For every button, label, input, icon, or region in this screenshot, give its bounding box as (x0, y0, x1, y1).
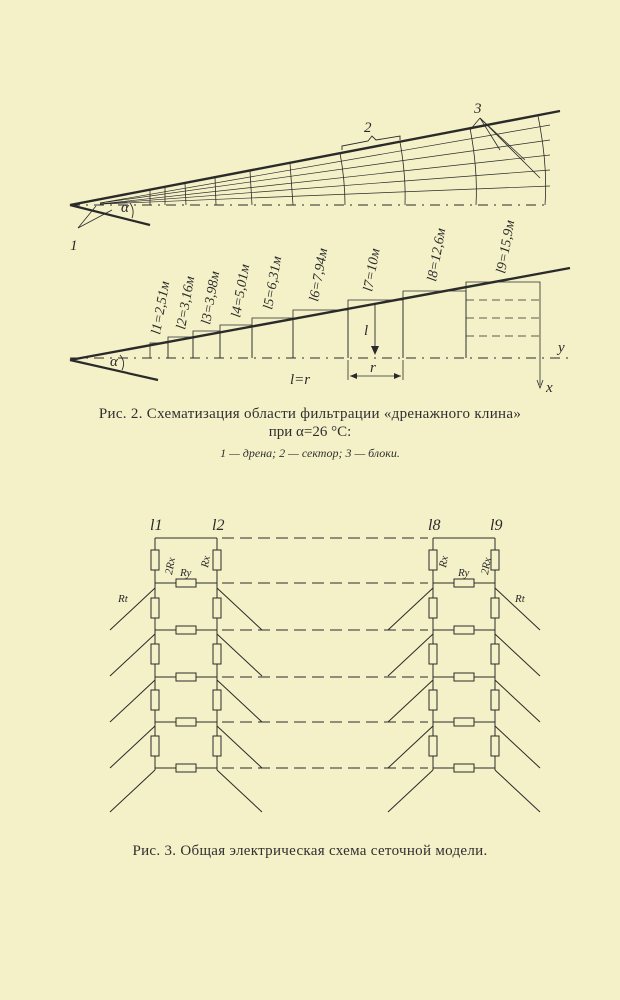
col-label-l8: l8 (428, 517, 441, 534)
block-label-1: l1=2,51м (149, 280, 174, 336)
block-label-3: l3=3,98м (199, 270, 224, 326)
block-label-5: l5=6,31м (261, 255, 286, 311)
fig3-caption: Рис. 3. Общая электрическая схема сеточной модели. (132, 843, 488, 859)
label-l: l (364, 323, 369, 339)
label-r: r (370, 360, 376, 376)
res-label-rx: Rx (199, 555, 213, 569)
circuit-rt-branches (110, 588, 540, 812)
res-label-rx-right: Rx (437, 555, 451, 569)
block-label-7: l7=10м (361, 247, 384, 293)
res-label-rt: Rt (118, 593, 128, 605)
res-label-rt-right: Rt (515, 593, 525, 605)
fig2-caption-line2: при α=26 °С: (268, 424, 352, 440)
top-wedge (70, 111, 560, 228)
label-l-equals-r: l=r (290, 372, 311, 388)
block-label-9: l9=15,9м (494, 219, 519, 275)
label-axis-y: y (558, 340, 565, 356)
label-axis-x: x (546, 380, 553, 396)
col-label-l2: l2 (212, 517, 225, 534)
res-label-2rx: 2Rx (163, 556, 178, 576)
res-label-2rx-right: 2Rx (479, 556, 494, 576)
res-label-ry: Ry (180, 567, 192, 579)
block-label-6: l6=7,94м (307, 247, 332, 303)
label-alpha-bottom: α (110, 354, 118, 370)
fig2-caption-line1: Рис. 2. Схематизация области фильтрации «дренажного клина» (98, 406, 522, 422)
label-alpha-top: α (121, 200, 129, 216)
col-label-l9: l9 (490, 517, 503, 534)
circuit (155, 538, 495, 770)
label-blocks: 3 (474, 101, 482, 117)
label-sector: 2 (364, 120, 372, 136)
block-label-8: l8=12,6м (425, 227, 450, 283)
label-drain: 1 (70, 238, 78, 254)
res-label-ry-right: Ry (458, 567, 470, 579)
col-label-l1: l1 (150, 517, 163, 534)
block-label-2: l2=3,16м (174, 275, 199, 331)
block-label-4: l4=5,01м (229, 263, 254, 319)
fig2-caption-legend: 1 — дрена; 2 — сектор; 3 — блоки. (220, 446, 400, 460)
